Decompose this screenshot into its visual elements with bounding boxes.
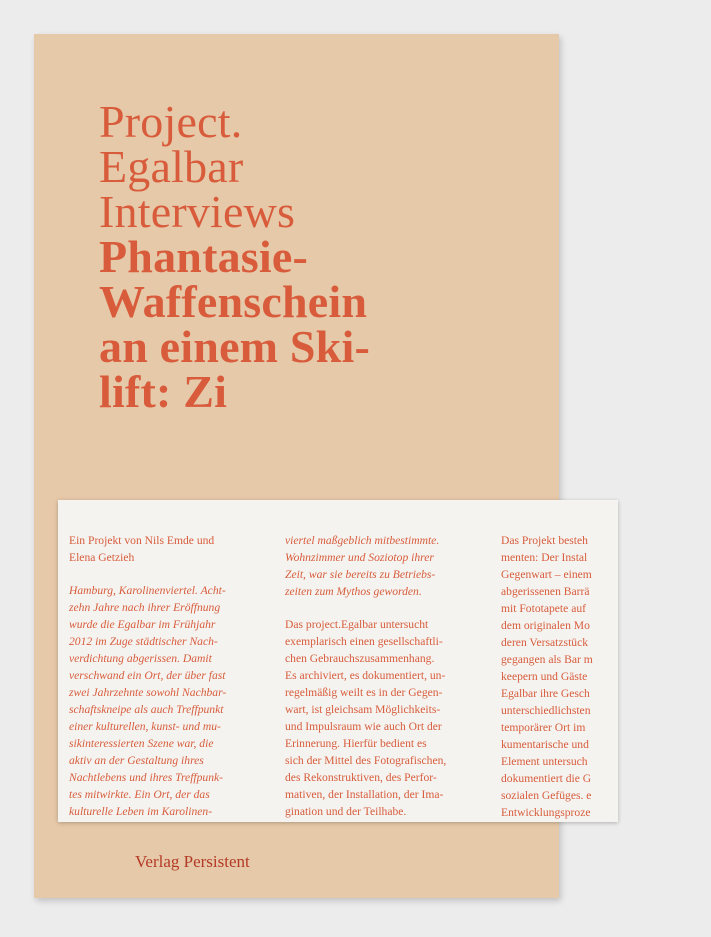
text-line: Das Projekt besteh [501,534,588,547]
text-line: Entwicklungsproze [501,806,591,819]
text-line: Element untersuch [501,755,588,768]
cover-title [99,96,370,417]
book-cover [34,34,593,898]
text-line: Zeit, war sie bereits zu Betriebs- [285,568,436,581]
text-line: exemplarisch einen gesellschaftli- [285,635,443,648]
subtitle-line: an einem Ski- [99,321,370,372]
body-paragraph [501,532,711,821]
text-line: zeiten zum Mythos geworden. [285,585,422,598]
body-paragraph [69,582,279,820]
subtitle-line: lift: Zi [99,366,228,417]
text-line: aktiv an der Gestaltung ihres [69,754,204,767]
text-line: menten: Der Instal [501,551,588,564]
text-line: Ein Projekt von Nils Emde und [69,534,215,547]
text-line: mit Fototapete auf [501,602,587,615]
sleeve-column-1 [69,532,279,836]
text-line: 2012 im Zuge städtischer Nach- [69,635,218,648]
text-line: kumentarische und [501,738,589,751]
text-line: viertel maßgeblich mitbestimmte. [285,534,440,547]
text-line: sich der Mittel des Fotografischen, [285,754,447,767]
sleeve-column-3 [501,532,711,837]
text-line: Elena Getzieh [69,551,135,564]
text-line: abgerissenen Barrä [501,585,590,598]
text-line: verdichtung abgerissen. Damit [69,652,212,665]
subtitle-line: Waffenschein [99,276,368,327]
text-line: wurde die Egalbar im Frühjahr [69,618,216,631]
text-line: gegangen als Bar m [501,653,593,666]
body-paragraph [285,532,495,600]
text-line: dem originalen Mo [501,619,590,632]
title-line: Interviews [99,186,296,237]
text-line: dokumentiert die G [501,772,592,785]
text-line: zehn Jahre nach ihrer Eröffnung [69,601,221,614]
credit-text [69,532,279,566]
text-line: Egalbar ihre Gesch [501,687,590,700]
text-line: Wohnzimmer und Soziotop ihrer [285,551,434,564]
text-line: keepern und Gäste [501,670,588,683]
text-line: unterschiedlichsten [501,704,591,717]
text-line: Das project.Egalbar untersucht [285,618,429,631]
title-line: Project. [99,96,243,147]
paper-sleeve [58,500,618,822]
text-line: verschwand ein Ort, der über fast [69,669,226,682]
sleeve-column-2 [285,532,495,836]
text-line: des Rekonstruktiven, des Perfor- [285,771,437,784]
text-line: deren Versatzstück [501,636,589,649]
text-line: sozialen Gefüges. e [501,789,592,802]
text-line: und Impulsraum wie auch Ort der [285,720,442,733]
publisher-name: Verlag Persistent [135,852,250,871]
text-line: sikinteressierten Szene war, die [69,737,214,750]
text-line: Erinnerung. Hierfür bedient es [285,737,427,750]
text-line: wart, ist gleichsam Möglichkeits- [285,703,441,716]
text-line: schaftskneipe als auch Treffpunkt [69,703,224,716]
text-line: Hamburg, Karolinenviertel. Acht- [69,584,226,597]
text-line: Gegenwart – einem [501,568,592,581]
text-line: Nachtlebens und ihres Treffpunk- [69,771,224,784]
text-line: gination und der Teilhabe. [285,805,407,818]
text-line: temporärer Ort im [501,721,586,734]
text-line: kulturelle Leben im Karolinen- [69,805,213,818]
text-line: zwei Jahrzehnte sowohl Nachbar- [69,686,227,699]
text-line: Es archiviert, es dokumentiert, un- [285,669,446,682]
text-line: tes mitwirkte. Ein Ort, der das [69,788,210,801]
subtitle-line: Phantasie- [99,231,308,282]
body-paragraph [285,616,495,820]
text-line: einer kulturellen, kunst- und mu- [69,720,221,733]
text-line: mativen, der Installation, der Ima- [285,788,444,801]
text-line: regelmäßig weilt es in der Gegen- [285,686,443,699]
text-line: chen Gebrauchszusammenhang. [285,652,435,665]
title-line: Egalbar [99,141,244,192]
